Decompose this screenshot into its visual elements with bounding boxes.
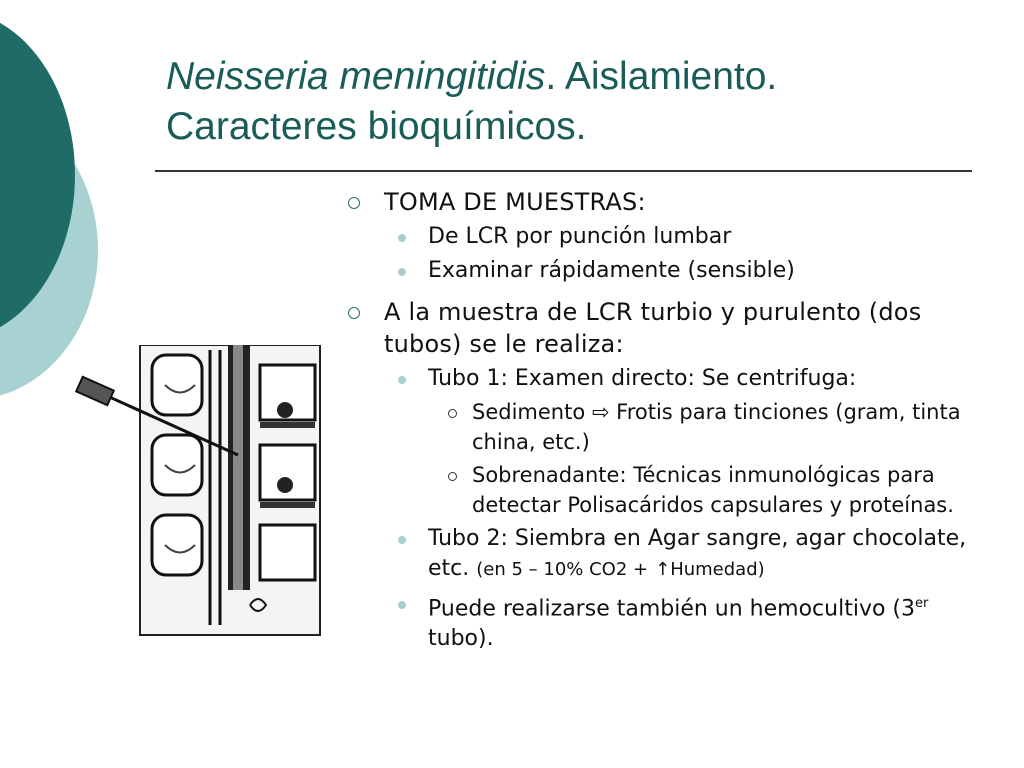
title-species: Neisseria meningitidis (166, 55, 546, 98)
lumbar-puncture-illustration (70, 345, 330, 640)
title-divider (155, 170, 972, 172)
subitem-tubo1 (340, 364, 1000, 394)
subitem-tubo2 (340, 524, 1000, 585)
ring-bullet-small-icon (448, 472, 457, 481)
item-muestra-lcr (340, 296, 1000, 360)
hemo-text-a: Puede realizarse también un hemocultivo (3 (428, 596, 915, 622)
subitem-lcr (340, 222, 1000, 252)
ring-bullet-icon (348, 307, 360, 319)
slide-title (166, 52, 986, 152)
arrow-right-icon: ⇨ (591, 400, 610, 424)
subitem-tubo1-text: Tubo 1: Examen directo: Se centrifuga: (428, 366, 857, 391)
hemo-sup: er (915, 596, 929, 611)
subsubitem-sedimento (340, 397, 1000, 457)
sedimento-text-b: Frotis para tinciones (gram, tinta china, etc.) (472, 400, 961, 454)
subitem-lcr-text: De LCR por punción lumbar (428, 224, 732, 249)
ring-bullet-small-icon (448, 409, 457, 418)
subitem-examinar (340, 256, 1000, 286)
sedimento-text-a: Sedimento (472, 400, 586, 424)
ring-bullet-icon (348, 197, 360, 209)
title-rest: . Aislamiento. (545, 55, 778, 98)
tubo2-detail-a: (en 5 – 10% CO2 + (476, 559, 649, 580)
subitem-hemocultivo (340, 589, 1000, 654)
main-list (340, 186, 1000, 654)
slide-content (340, 180, 1000, 654)
dot-bullet-icon (398, 376, 406, 384)
item-muestra-label: A la muestra de LCR turbio y purulento (dos tubos) se le realiza: (384, 298, 922, 358)
arrow-up-icon: ↑ (655, 559, 671, 580)
title-line2: Caracteres bioquímicos. (166, 105, 587, 148)
dot-bullet-icon (398, 234, 406, 242)
subitem-tubo2-text: Tubo 2: Siembra en Agar sangre, agar chocolate, etc. (428, 526, 967, 581)
dot-bullet-icon (398, 536, 406, 544)
sobrenadante-text: Sobrenadante: Técnicas inmunológicas para detectar Polisacáridos capsulares y proteínas. (472, 463, 954, 517)
subitem-examinar-text: Examinar rápidamente (sensible) (428, 258, 795, 283)
item-toma-label: TOMA DE MUESTRAS: (384, 188, 646, 216)
dot-bullet-icon (398, 268, 406, 276)
dot-bullet-icon (398, 601, 406, 609)
subsubitem-sobrenadante (340, 460, 1000, 520)
tubo2-detail-b: Humedad) (670, 559, 765, 580)
item-toma-de-muestras (340, 186, 1000, 218)
hemo-text-b: tubo). (428, 626, 494, 652)
